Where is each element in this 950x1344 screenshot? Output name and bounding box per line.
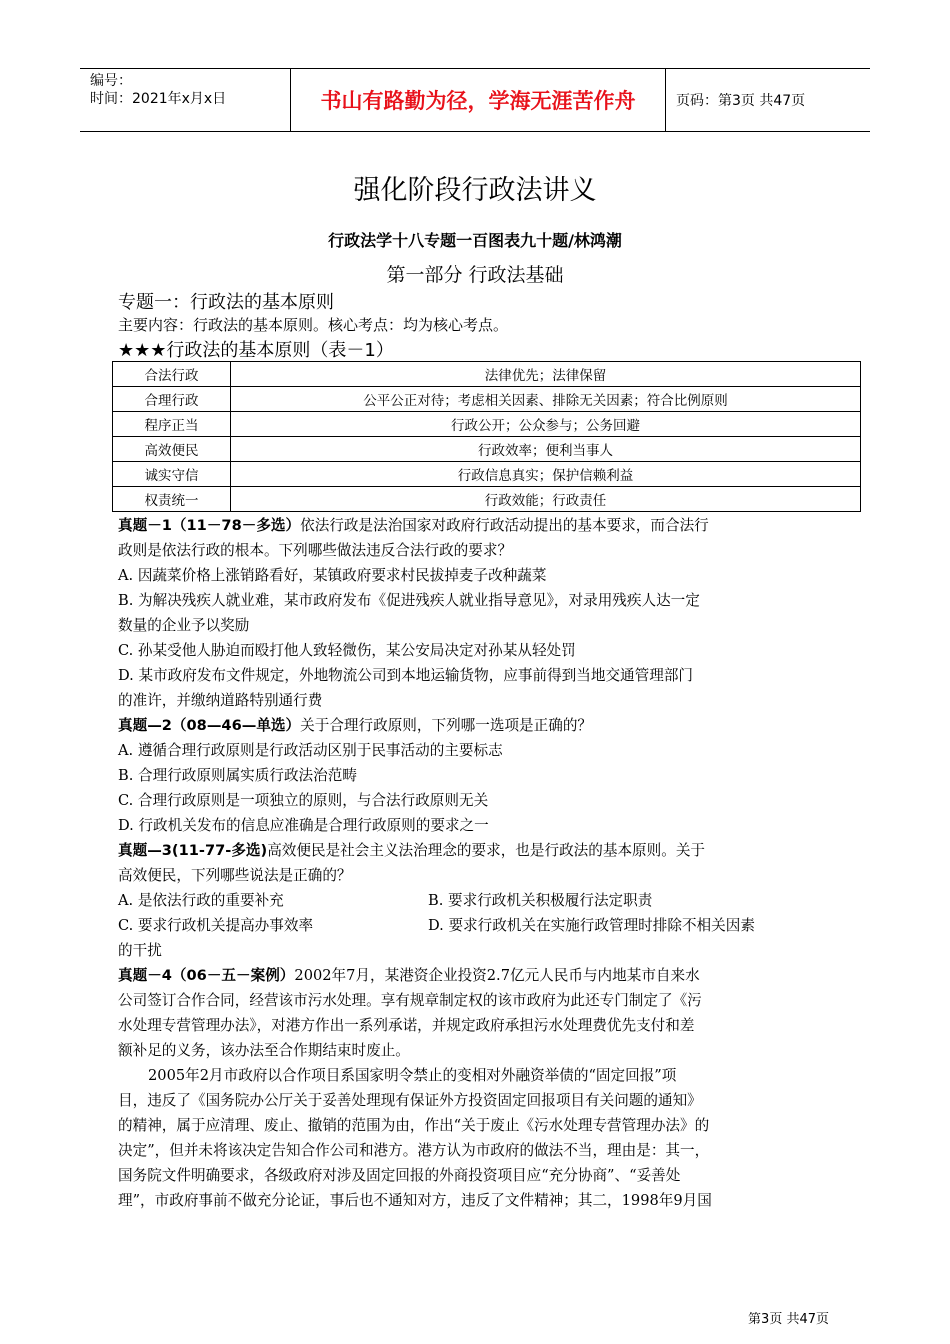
table-title: ★★★行政法的基本原则（表－1） [118, 340, 394, 361]
q3-stem-cont: 高效便民，下列哪些说法是正确的？ [118, 867, 352, 884]
q1-stem-cont: 政则是依法行政的根本。下列哪些做法违反合法行政的要求？ [118, 542, 513, 559]
q3-stem: 真题—3(11-77-多选)高效便民是社会主义法治理念的要求，也是行政法的基本原则。关于 [118, 842, 706, 859]
topic-heading: 专题一：行政法的基本原则 [118, 292, 334, 313]
table-row [113, 362, 861, 387]
q3-option-a: A. 是依法行政的重要补充 [118, 892, 284, 909]
table-row [113, 387, 861, 412]
header-meta [80, 69, 291, 131]
q3-option-d: D. 要求行政机关在实施行政管理时排除不相关因素 [428, 917, 755, 934]
principle-name: 合法行政 [113, 362, 231, 387]
q3-options-row2 [118, 913, 838, 938]
q4-line: 理”，市政府事前不做充分论证，事后也不通知对方，违反了文件精神；其二，1998年9月国 [118, 1192, 712, 1209]
table-row [113, 487, 861, 512]
q4-line: 国务院文件明确要求，各级政府对涉及固定回报的外商投资项目应“充分协商”、“妥善处 [118, 1167, 681, 1184]
part-heading: 第一部分 行政法基础 [386, 264, 564, 286]
principle-content: 法律优先；法律保留 [231, 362, 861, 387]
q4-line: 决定”，但并未将该决定告知合作公司和港方。港方认为市政府的做法不当，理由是：其一， [118, 1142, 710, 1159]
principle-content: 公平公正对待；考虑相关因素、排除无关因素；符合比例原则 [231, 387, 861, 412]
q1-option-a: A. 因蔬菜价格上涨销路看好，某镇政府要求村民拔掉麦子改种蔬菜 [118, 567, 547, 584]
document-subtitle: 行政法学十八专题一百图表九十题/林鸿潮 [328, 231, 622, 250]
header-motto: 书山有路勤为径，学海无涯苦作舟 [291, 69, 666, 131]
q3-option-b: B. 要求行政机关积极履行法定职责 [428, 892, 653, 909]
q3-option-d-cont: 的干扰 [118, 942, 162, 959]
principle-name: 权责统一 [113, 487, 231, 512]
principle-content: 行政效率；便利当事人 [231, 437, 861, 462]
table-row [113, 412, 861, 437]
principle-name: 合理行政 [113, 387, 231, 412]
principle-content: 行政信息真实；保护信赖利益 [231, 462, 861, 487]
q4-line: 水处理专营管理办法》，对港方作出一系列承诺，并规定政府承担污水处理费优先支付和差 [118, 1017, 695, 1034]
q4-line: 额补足的义务，该办法至合作期结束时废止。 [118, 1042, 410, 1059]
main-content-line: 主要内容：行政法的基本原则。核心考点：均为核心考点。 [118, 316, 509, 334]
document-title: 强化阶段行政法讲义 [353, 175, 597, 206]
q1-stem: 真题－1（11－78－多选）依法行政是法治国家对政府行政活动提出的基本要求，而合法行 [118, 517, 709, 534]
q1-option-d: D. 某市政府发布文件规定，外地物流公司到本地运输货物，应事前得到当地交通管理部门 [118, 667, 694, 684]
q2-option-c: C. 合理行政原则是一项独立的原则，与合法行政原则无关 [118, 792, 489, 809]
q4-line: 目，违反了《国务院办公厅关于妥善处理现有保证外方投资固定回报项目有关问题的通知》 [118, 1092, 702, 1109]
principle-content: 行政效能；行政责任 [231, 487, 861, 512]
q1-option-d-cont: 的准许，并缴纳道路特别通行费 [118, 692, 323, 709]
q1-label: 真题－1（11－78－多选） [118, 517, 301, 534]
q4-paragraph2: 2005年2月市政府以合作项目系国家明令禁止的变相对外融资举债的“固定回报”项 [148, 1067, 677, 1084]
principle-name: 程序正当 [113, 412, 231, 437]
page-footer: 第3页 共47页 [748, 1312, 829, 1327]
principle-name: 高效便民 [113, 437, 231, 462]
q4-line: 的精神，属于应清理、废止、撤销的范围为由，作出“关于废止《污水处理专营管理办法》的 [118, 1117, 710, 1134]
principle-name: 诚实守信 [113, 462, 231, 487]
q2-option-b: B. 合理行政原则属实质行政法治范畴 [118, 767, 357, 784]
q3-label: 真题—3(11-77-多选) [118, 842, 268, 859]
table-row [113, 462, 861, 487]
q1-option-b: B. 为解决残疾人就业难，某市政府发布《促进残疾人就业指导意见》，对录用残疾人达一定 [118, 592, 700, 609]
q3-options-row1 [118, 888, 838, 913]
q1-option-b-cont: 数量的企业予以奖励 [118, 617, 250, 634]
table-row [113, 437, 861, 462]
q2-option-d: D. 行政机关发布的信息应准确是合理行政原则的要求之一 [118, 817, 489, 834]
q2-option-a: A. 遵循合理行政原则是行政活动区别于民事活动的主要标志 [118, 742, 503, 759]
q2-label: 真题—2（08—46—单选） [118, 717, 301, 734]
q1-option-c: C. 孙某受他人胁迫而殴打他人致轻微伤，某公安局决定对孙某从轻处罚 [118, 642, 576, 659]
principles-table [112, 361, 861, 512]
q3-option-c: C. 要求行政机关提高办事效率 [118, 917, 314, 934]
number-label: 编号： [90, 73, 132, 89]
questions-body [118, 513, 838, 1213]
q4-line: 公司签订合作合同，经营该市污水处理。享有规章制定权的该市政府为此还专门制定了《污 [118, 992, 702, 1009]
q4-label: 真题－4（06－五－案例） [118, 967, 295, 984]
q4-stem: 真题－4（06－五－案例）2002年7月，某港资企业投资2.7亿元人民币与内地某市自来水 [118, 967, 700, 984]
page-header [80, 68, 870, 132]
principle-content: 行政公开；公众参与；公务回避 [231, 412, 861, 437]
header-page-code: 页码：第3页 共47页 [676, 93, 806, 109]
q2-stem: 真题—2（08—46—单选）关于合理行政原则，下列哪一选项是正确的？ [118, 717, 593, 734]
time-label: 时间：2021年x月x日 [90, 91, 227, 107]
